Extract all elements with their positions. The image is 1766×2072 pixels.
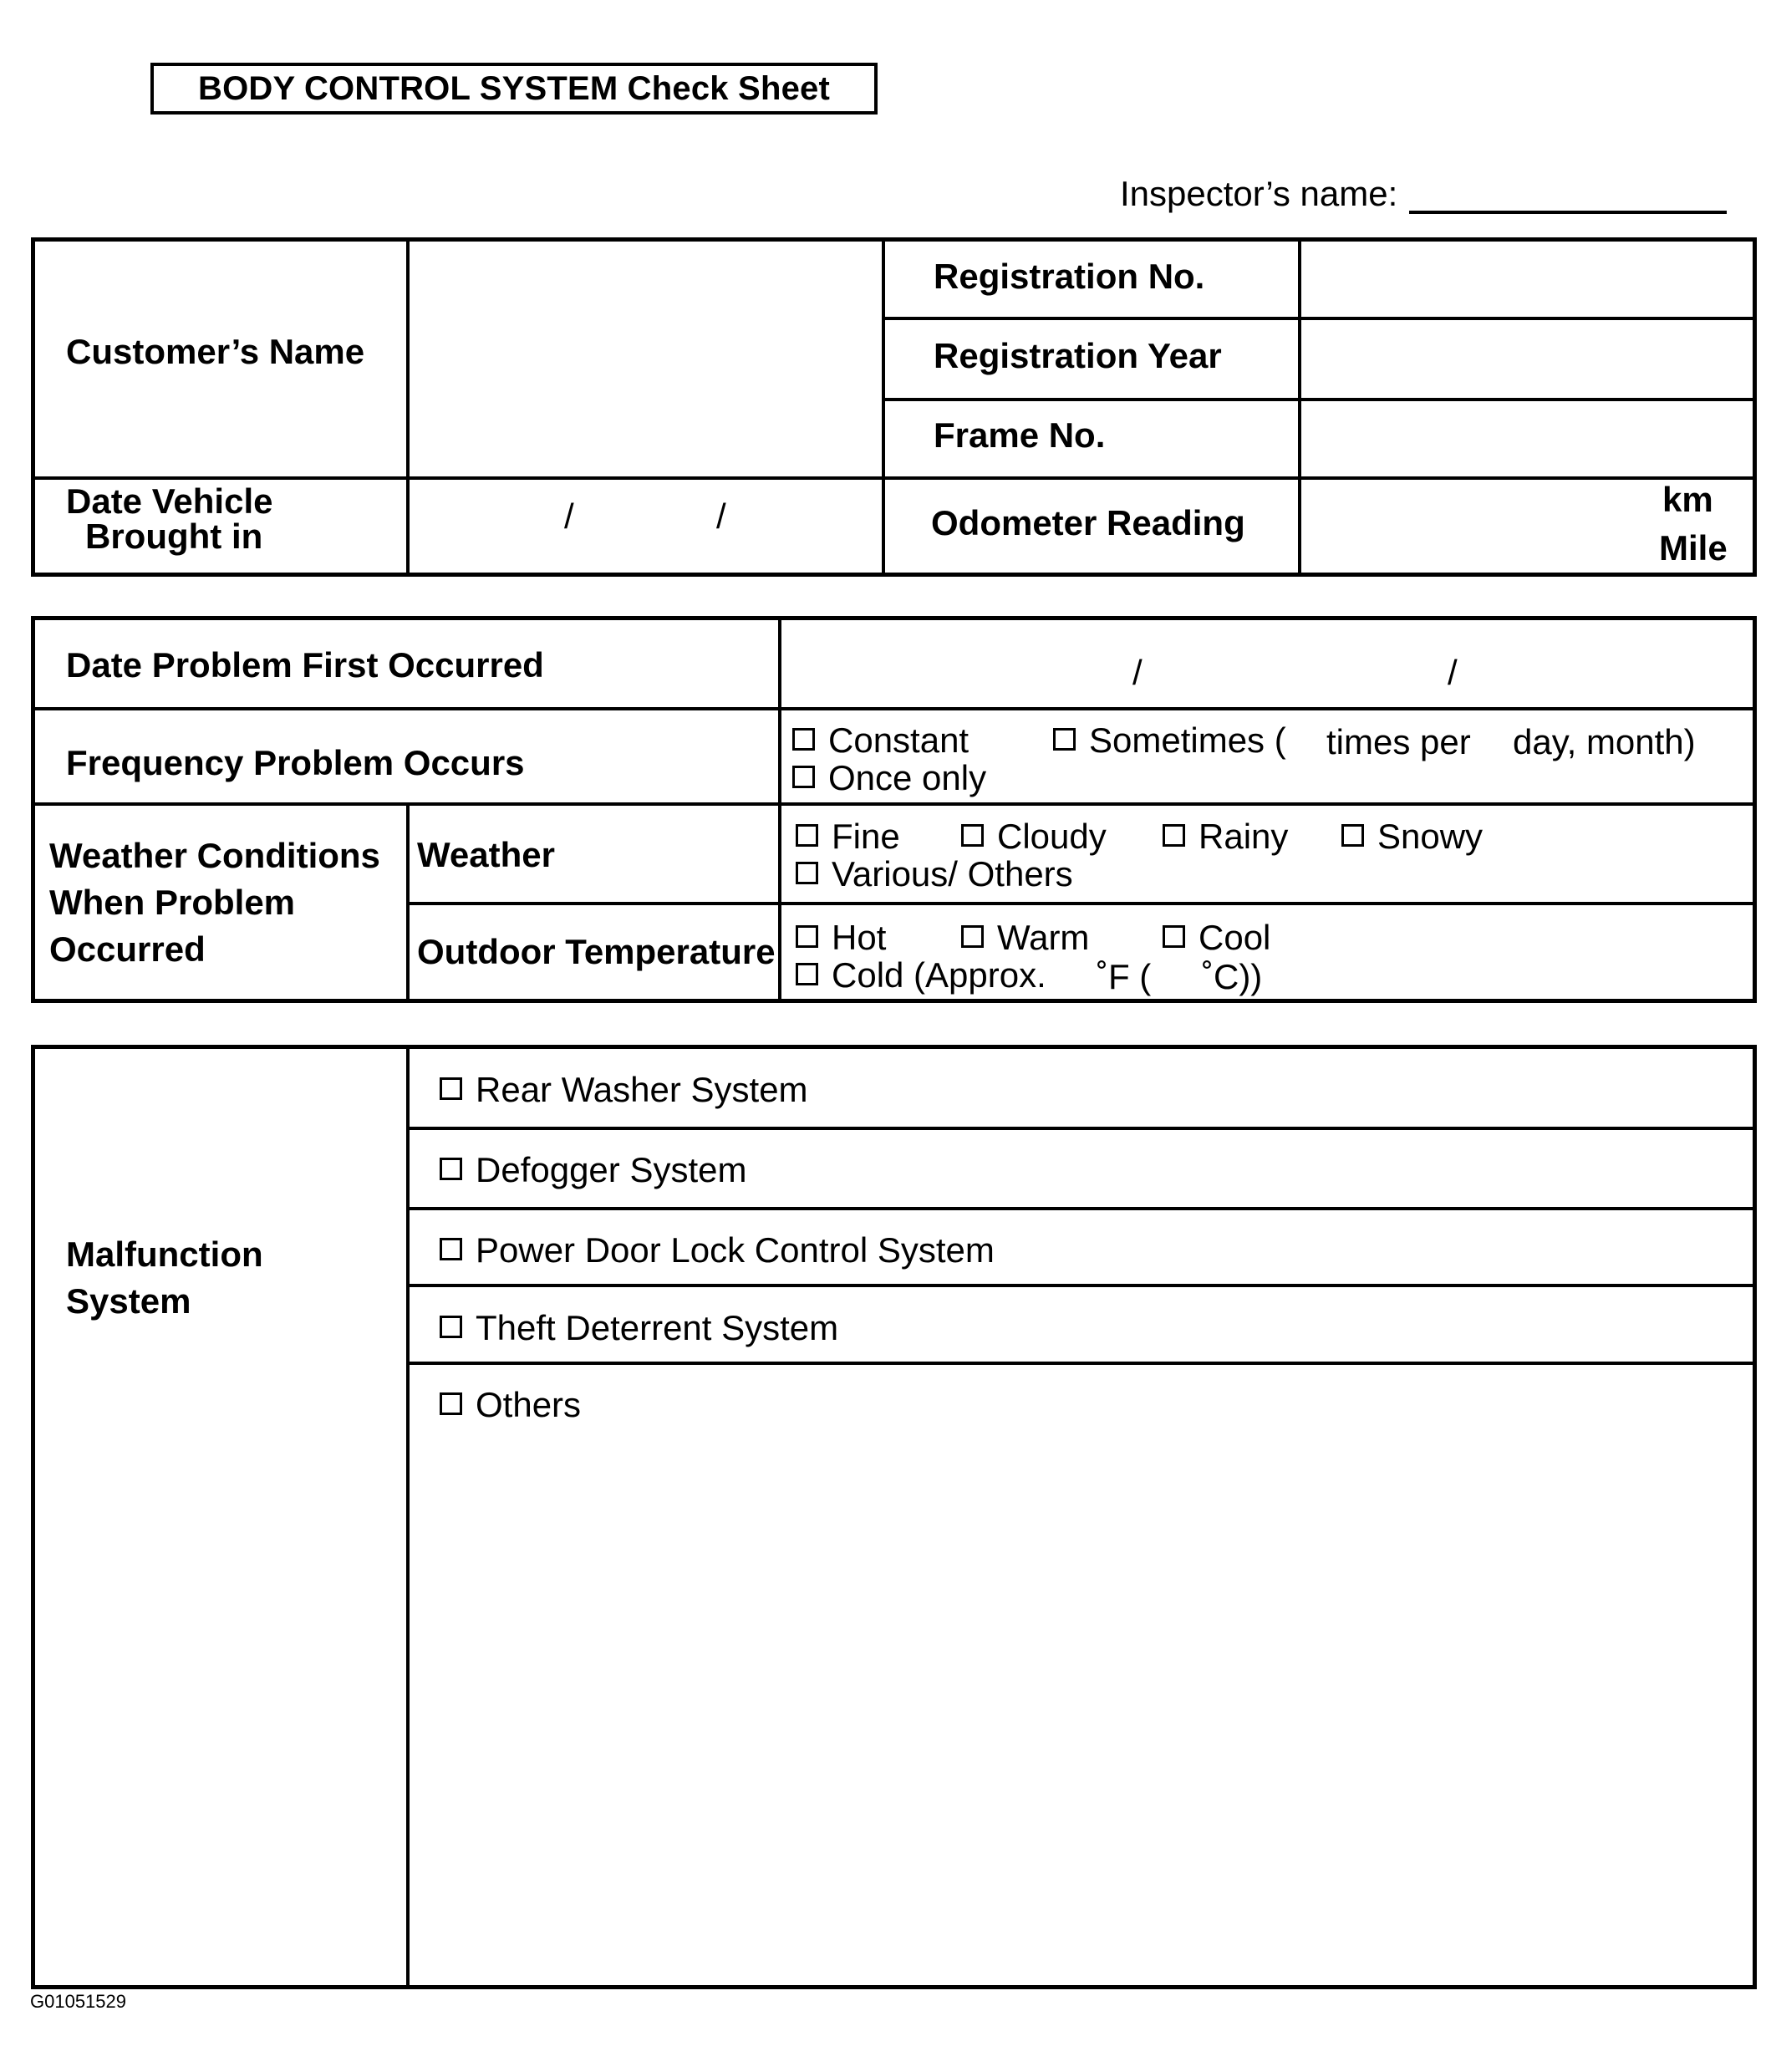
customer-name-label: Customer’s Name bbox=[66, 332, 365, 371]
inspector-label: Inspector’s name: bbox=[1120, 174, 1398, 213]
system-option-power-door-lock[interactable]: Power Door Lock Control System bbox=[440, 1230, 995, 1270]
freq-times-per: times per bbox=[1326, 722, 1471, 761]
vehicle-info-table bbox=[31, 237, 1757, 577]
frequency-label: Frequency Problem Occurs bbox=[66, 743, 525, 782]
weather-option-cloudy[interactable]: Cloudy bbox=[961, 817, 1107, 857]
odometer-unit-km: km bbox=[1662, 480, 1713, 519]
temp-option-hot[interactable]: Hot bbox=[796, 918, 886, 958]
odometer-reading-label: Odometer Reading bbox=[931, 503, 1245, 542]
temp-option-cool[interactable]: Cool bbox=[1163, 918, 1270, 958]
registration-year-label: Registration Year bbox=[934, 336, 1222, 375]
date-separator: / bbox=[1448, 653, 1458, 692]
customer-name-input[interactable] bbox=[410, 242, 880, 475]
checkbox[interactable] bbox=[440, 1316, 462, 1338]
checkbox[interactable] bbox=[792, 728, 815, 751]
checkbox[interactable] bbox=[440, 1158, 462, 1180]
inspector-name-field bbox=[1120, 174, 1727, 214]
sheet-title: BODY CONTROL SYSTEM Check Sheet bbox=[150, 63, 878, 115]
system-option-others[interactable]: Others bbox=[440, 1385, 581, 1425]
weather-conditions-label: Weather Conditions When Problem Occurred bbox=[49, 836, 380, 969]
date-problem-first-occurred-label: Date Problem First Occurred bbox=[66, 645, 544, 685]
checkbox[interactable] bbox=[796, 862, 818, 884]
problem-info-table bbox=[31, 616, 1757, 1003]
checkbox[interactable] bbox=[440, 1392, 462, 1415]
weather-option-fine[interactable]: Fine bbox=[796, 817, 900, 857]
registration-no-input[interactable] bbox=[1302, 242, 1753, 315]
registration-year-input[interactable] bbox=[1302, 320, 1753, 397]
weather-option-rainy[interactable]: Rainy bbox=[1163, 817, 1288, 857]
others-notes-area[interactable] bbox=[453, 1442, 1740, 1968]
temp-unit-c: ˚C)) bbox=[1202, 957, 1263, 996]
weather-label: Weather bbox=[417, 835, 555, 874]
checkbox[interactable] bbox=[440, 1077, 462, 1100]
temp-option-warm[interactable]: Warm bbox=[961, 918, 1089, 958]
date-separator: / bbox=[564, 496, 574, 536]
date-vehicle-brought-in-label: Date Vehicle Brought in bbox=[66, 481, 273, 556]
checkbox[interactable] bbox=[1163, 925, 1185, 948]
checkbox[interactable] bbox=[961, 925, 984, 948]
freq-day-month: day, month) bbox=[1513, 722, 1696, 761]
date-brought-in-input[interactable] bbox=[410, 481, 880, 573]
malfunction-system-label: Malfunction System bbox=[66, 1235, 263, 1321]
temp-option-cold[interactable]: Cold (Approx. bbox=[796, 955, 1046, 995]
odometer-input[interactable] bbox=[1302, 481, 1653, 573]
freq-option-once[interactable]: Once only bbox=[792, 758, 986, 798]
freq-option-constant[interactable]: Constant bbox=[792, 720, 969, 761]
system-option-theft-deterrent[interactable]: Theft Deterrent System bbox=[440, 1308, 838, 1348]
date-separator: / bbox=[1132, 653, 1143, 692]
odometer-unit-mile: Mile bbox=[1659, 528, 1728, 568]
malfunction-system-table bbox=[31, 1045, 1757, 1989]
system-option-rear-washer[interactable]: Rear Washer System bbox=[440, 1070, 808, 1110]
frame-no-input[interactable] bbox=[1302, 401, 1753, 476]
checkbox[interactable] bbox=[796, 963, 818, 985]
checkbox[interactable] bbox=[796, 925, 818, 948]
weather-option-various[interactable]: Various/ Others bbox=[796, 854, 1073, 894]
registration-no-label: Registration No. bbox=[934, 257, 1205, 296]
date-separator: / bbox=[716, 496, 726, 536]
inspector-name-line[interactable] bbox=[1409, 174, 1727, 214]
freq-option-sometimes[interactable]: Sometimes ( bbox=[1053, 720, 1286, 761]
weather-option-snowy[interactable]: Snowy bbox=[1341, 817, 1483, 857]
checkbox[interactable] bbox=[961, 824, 984, 847]
system-option-defogger[interactable]: Defogger System bbox=[440, 1150, 746, 1190]
figure-id: G01051529 bbox=[30, 1991, 126, 2012]
checkbox[interactable] bbox=[796, 824, 818, 847]
checkbox[interactable] bbox=[792, 766, 815, 788]
checkbox[interactable] bbox=[1163, 824, 1185, 847]
frame-no-label: Frame No. bbox=[934, 415, 1106, 455]
checkbox[interactable] bbox=[440, 1238, 462, 1260]
checkbox[interactable] bbox=[1341, 824, 1364, 847]
checkbox[interactable] bbox=[1053, 728, 1076, 751]
temp-unit-f: ˚F ( bbox=[1097, 957, 1152, 996]
outdoor-temperature-label: Outdoor Temperature bbox=[417, 932, 776, 971]
